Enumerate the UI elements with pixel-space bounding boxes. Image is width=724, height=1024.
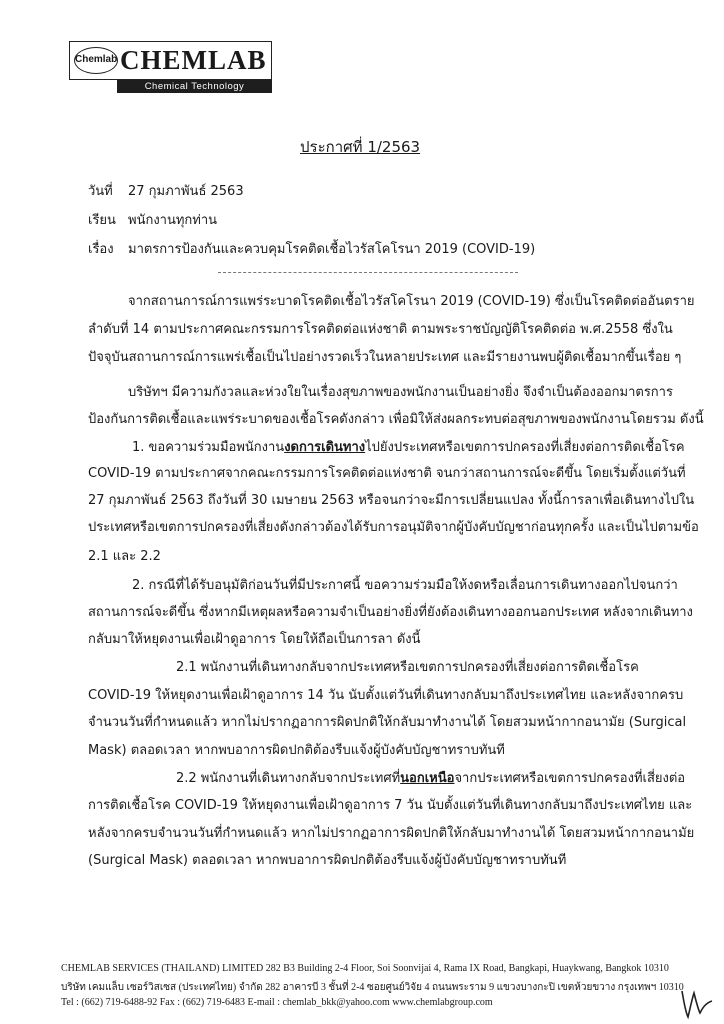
item-2-2-line: หลังจากครบจำนวนวันที่กำหนดแล้ว หากไม่ปรากฏอาการผิดปกติให้กลับมาทำงานได้ โดยสวมหน้ากากอนามัย <box>88 826 695 841</box>
item-1-line: ประเทศหรือเขตการปกครองที่เสี่ยงดังกล่าวต้องได้รับการอนุมัติจากผู้บังคับบัญชาก่อนทุกครั้ง และเป็นไปตามข้อ <box>88 520 699 535</box>
item-1-emphasis: งดการเดินทาง <box>284 440 366 455</box>
item-2-2-line: การติดเชื้อโรค COVID-19 ให้หยุดงานเพื่อเฝ้าดูอาการ 7 วัน นับตั้งแต่วันที่เดินทางกลับมาถึงประเทศไทย และ <box>88 798 693 813</box>
date-value: 27 กุมภาพันธ์ 2563 <box>128 184 244 199</box>
item-2-1-line: Mask) ตลอดเวลา หากพบอาการผิดปกติต้องรีบแจ้งผู้บังคับบัญชาทราบทันที <box>88 743 505 758</box>
paragraph-2-line: บริษัทฯ มีความกังวลและห่วงใยในเรื่องสุขภาพของพนักงานเป็นอย่างยิ่ง จึงจำเป็นต้องออกมาตรการ <box>128 385 673 400</box>
separator-line <box>218 272 518 273</box>
footer-address-en: CHEMLAB SERVICES (THAILAND) LIMITED 282 B3 Building 2-4 Floor, Soi Soonvijai 4, Rama IX Road, Bangkapi, Huaykwang, Bangkok 10310 <box>61 963 669 974</box>
item-2-1-line: COVID-19 ให้หยุดงานเพื่อเฝ้าดูอาการ 14 วัน นับตั้งแต่วันที่เดินทางกลับมาถึงประเทศไทย และหลังจากครบ <box>88 688 684 703</box>
item-2-2-emphasis: นอกเหนือ <box>400 771 455 786</box>
logo-seal <box>74 47 118 74</box>
item-1-line <box>132 440 685 456</box>
item-1-continuation: ไปยังประเทศหรือเขตการปกครองที่เสี่ยงต่อการติดเชื้อโรค <box>365 440 685 455</box>
logo-tagline: Chemical Technology <box>117 80 272 93</box>
item-1-line: COVID-19 ตามประกาศจากคณะกรรมการโรคติดต่อแห่งชาติ จนกว่าสถานการณ์จะดีขึ้น โดยเริ่มตั้งแต่วันที่ <box>88 466 686 481</box>
header-date <box>88 180 244 201</box>
footer-contact: Tel : (662) 719-6488-92 Fax : (662) 719-6483 E-mail : chemlab_bkk@yahoo.com www.chemlabgroup.com <box>61 997 493 1008</box>
footer-address-th: บริษัท เคมแล็บ เซอร์วิสเซส (ประเทศไทย) จำกัด 282 อาคารบี 3 ชั้นที่ 2-4 ซอยศูนย์วิจัย 4 ถนนพระราม 9 แขวงบางกะปิ เขตห้วยขวาง กรุงเทพฯ 10310 <box>61 982 684 993</box>
to-value: พนักงานทุกท่าน <box>128 213 218 228</box>
header-subject <box>88 238 535 259</box>
item-2-line: สถานการณ์จะดีขึ้น ซึ่งหากมีเหตุผลหรือความจำเป็นอย่างยิ่งที่ยังต้องเดินทางออกนอกประเทศ หลังจากเดินทาง <box>88 605 693 620</box>
paragraph-1-line: ลำดับที่ 14 ตามประกาศคณะกรรมการโรคติดต่อแห่งชาติ ตามพระราชบัญญัติโรคติดต่อ พ.ศ.2558 ซึ่งใน <box>88 322 673 337</box>
header-to <box>88 209 217 230</box>
item-2-line: 2. กรณีที่ได้รับอนุมัติก่อนวันที่มีประกาศนี้ ขอความร่วมมือให้งดหรือเลื่อนการเดินทางออกไปจนกว่า <box>132 578 678 593</box>
subject-label: เรื่อง <box>88 242 114 257</box>
item-2-2-intro: 2.2 พนักงานที่เดินทางกลับจากประเทศที่ <box>176 771 401 786</box>
item-2-2-continuation: จากประเทศหรือเขตการปกครองที่เสี่ยงต่อ <box>454 771 686 786</box>
item-2-line: กลับมาให้หยุดงานเพื่อเฝ้าดูอาการ โดยให้ถือเป็นการลา ดังนี้ <box>88 632 421 647</box>
logo-seal-text: Chemlab <box>75 54 118 65</box>
item-2-1-line: 2.1 พนักงานที่เดินทางกลับจากประเทศหรือเขตการปกครองที่เสี่ยงต่อการติดเชื้อโรค <box>176 660 639 675</box>
paragraph-2-line: ป้องกันการติดเชื้อและแพร่ระบาดของเชื้อโรคดังกล่าว เพื่อมิให้ส่งผลกระทบต่อสุขภาพของพนักงานโดยรวม ดังนี้ <box>88 412 704 427</box>
paragraph-1-line: จากสถานการณ์การแพร่ระบาดโรคติดเชื้อไวรัสโคโรนา 2019 (COVID-19) ซึ่งเป็นโรคติดต่ออันตราย <box>128 294 695 309</box>
logo-frame <box>69 41 272 80</box>
item-2-1-line: จำนวนวันที่กำหนดแล้ว หากไม่ปรากฏอาการผิดปกติให้กลับมาทำงานได้ โดยสวมหน้ากากอนามัย (Surgical <box>88 715 687 730</box>
date-label: วันที่ <box>88 184 113 199</box>
subject-value: มาตรการป้องกันและควบคุมโรคติดเชื้อไวรัสโคโรนา 2019 (COVID-19) <box>128 242 536 257</box>
item-2-2-line: (Surgical Mask) ตลอดเวลา หากพบอาการผิดปกติต้องรีบแจ้งผู้บังคับบัญชาทราบทันที <box>88 853 567 868</box>
item-1-intro: 1. ขอความร่วมมือพนักงาน <box>132 440 285 455</box>
announcement-title: ประกาศที่ 1/2563 <box>300 138 421 156</box>
signature-mark <box>678 983 718 1021</box>
item-1-line: 27 กุมภาพันธ์ 2563 ถึงวันที่ 30 เมษายน 2563 หรือจนกว่าจะมีการเปลี่ยนแปลง ทั้งนี้การลาเพื่อเดินทางไปใน <box>88 493 695 508</box>
item-2-2-line <box>176 771 685 787</box>
item-1-line: 2.1 และ 2.2 <box>88 549 161 564</box>
company-logo <box>69 41 272 95</box>
paragraph-1-line: ปัจจุบันสถานการณ์การแพร่เชื้อเป็นไปอย่างรวดเร็วในหลายประเทศ และมีรายงานพบผู้ติดเชื้อมากขึ้นเรื่อย ๆ <box>88 350 682 365</box>
to-label: เรียน <box>88 213 116 228</box>
logo-name: CHEMLAB <box>120 45 267 75</box>
